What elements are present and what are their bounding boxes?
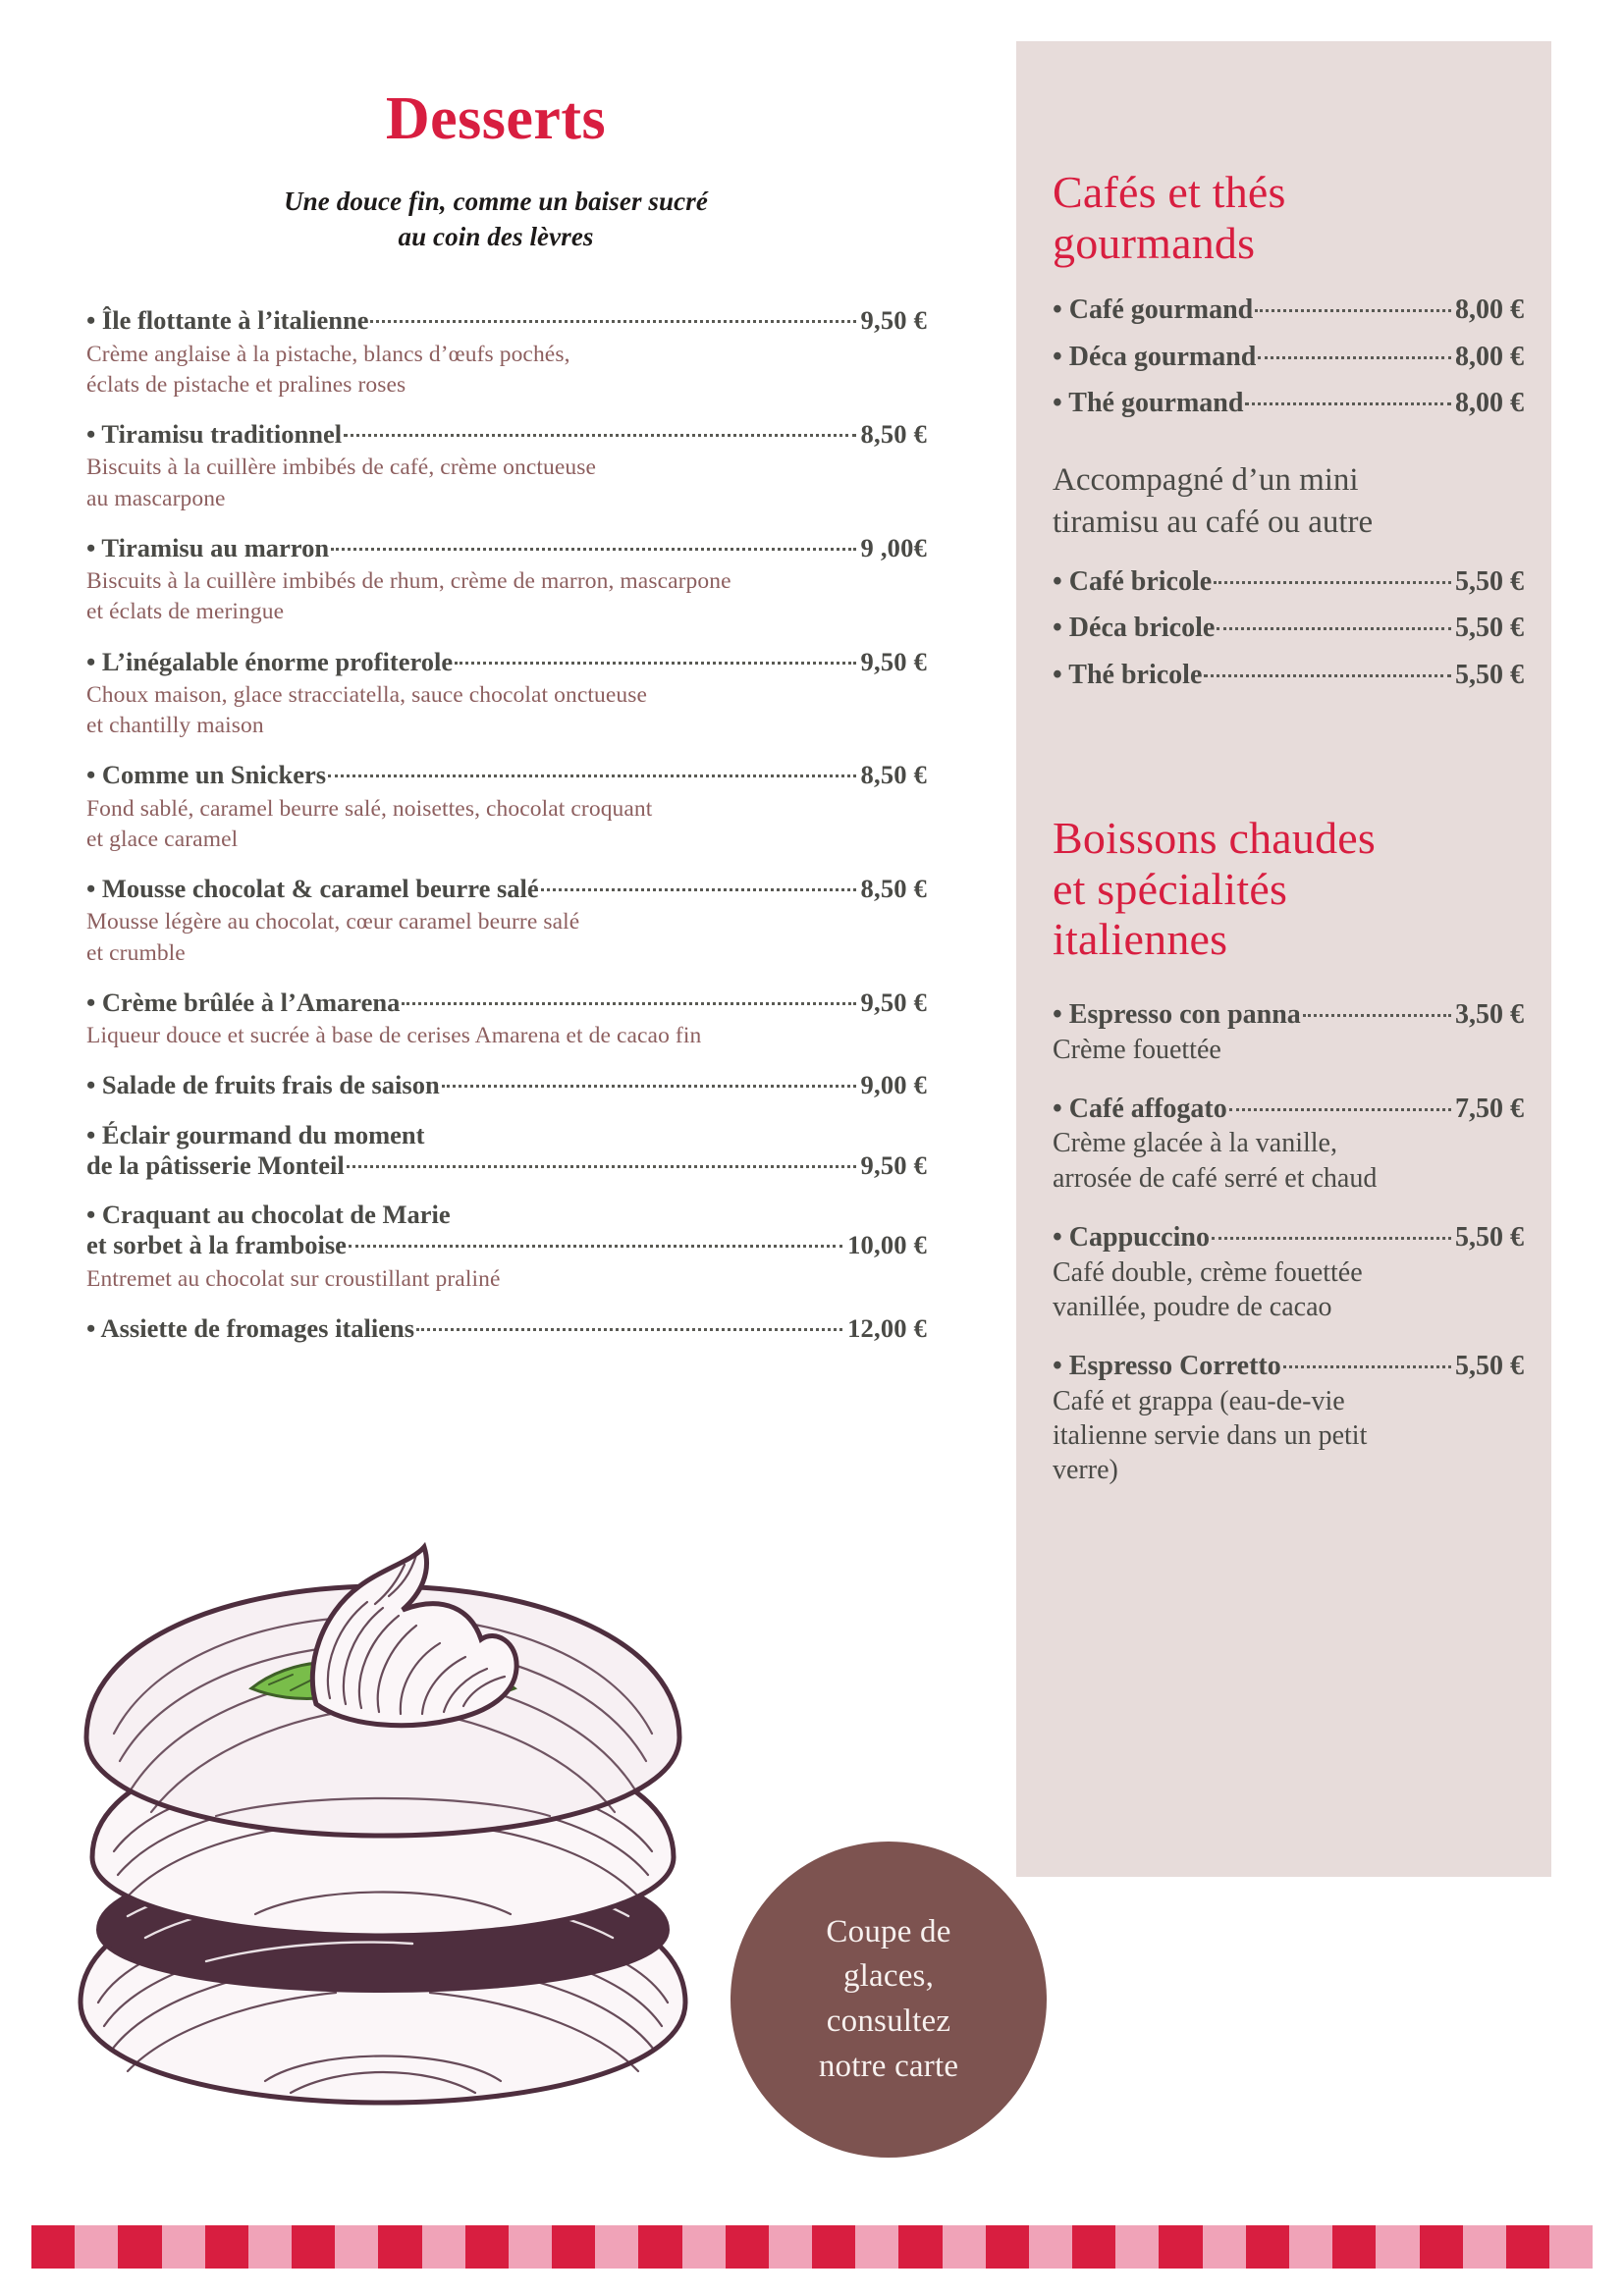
subtitle-line-2: au coin des lèvres: [398, 221, 594, 251]
drink-name: • Déca bricole: [1053, 613, 1216, 644]
drink-price-row: [1053, 1350, 1524, 1383]
dessert-name-line-2: de la pâtisserie Monteil: [86, 1149, 345, 1180]
gourmand-item: [1053, 294, 1524, 327]
checker-square: [986, 2225, 1029, 2269]
dotted-leader: [442, 1084, 856, 1088]
dotted-leader: [541, 887, 856, 891]
dessert-name-line-1: [86, 1200, 927, 1230]
dessert-price-row: [86, 988, 927, 1018]
dessert-item: [86, 874, 927, 969]
dessert-price: 12,00 €: [847, 1312, 927, 1343]
drink-description-line: Café et grappa (eau-de-vie: [1053, 1385, 1345, 1416]
dessert-name: • Éclair gourmand du moment: [86, 1119, 425, 1149]
dessert-description-line: Crème anglaise à la pistache, blancs d’œufs pochés,: [86, 341, 570, 367]
gourmand-list: [1053, 294, 1524, 420]
dessert-price: 9,50 €: [860, 1149, 927, 1180]
dessert-name: • Assiette de fromages italiens: [86, 1312, 415, 1343]
drink-description-line: Café double, crème fouettée: [1053, 1256, 1363, 1288]
checker-square: [1289, 2225, 1332, 2269]
drink-description-line: Crème fouettée: [1053, 1034, 1221, 1065]
dotted-leader: [1258, 355, 1451, 359]
dessert-item: [86, 1313, 927, 1344]
dessert-name: • Craquant au chocolat de Marie: [86, 1200, 451, 1230]
dessert-name: • Tiramisu au marron: [86, 532, 330, 562]
drink-description-line: arrosée de café serré et chaud: [1053, 1162, 1378, 1194]
italian-drinks-list: [1053, 998, 1524, 1488]
boissons-heading-line-1: Boissons chaudes: [1053, 813, 1377, 864]
drink-price-row: [1053, 341, 1524, 374]
boissons-heading-line-2: et spécialités: [1053, 863, 1288, 914]
dessert-price-row: [86, 1313, 927, 1344]
checker-square: [422, 2225, 465, 2269]
drink-price: 5,50 €: [1455, 565, 1524, 597]
dessert-item: [86, 1070, 927, 1100]
checker-square: [552, 2225, 595, 2269]
drink-price: 5,50 €: [1455, 1351, 1524, 1382]
checker-square: [75, 2225, 118, 2269]
drink-price: 5,50 €: [1455, 659, 1524, 690]
dessert-description: [86, 340, 927, 401]
dessert-price-row: [86, 1230, 927, 1260]
dotted-leader: [1283, 1364, 1451, 1368]
dessert-item: [86, 1120, 927, 1182]
dessert-description: [86, 680, 927, 742]
dotted-leader: [1303, 1013, 1451, 1017]
mini-tiramisu-note-line-1: Accompagné d’un mini: [1053, 461, 1359, 498]
dessert-name: • Île flottante à l’italienne: [86, 305, 369, 336]
dessert-name: • Tiramisu traditionnel: [86, 419, 343, 450]
checker-square: [943, 2225, 986, 2269]
dessert-description-line: et crumble: [86, 939, 186, 966]
dessert-item: [86, 1200, 927, 1295]
dessert-description: [86, 453, 927, 514]
dessert-description: [86, 1021, 927, 1051]
dessert-name: • Comme un Snickers: [86, 760, 327, 790]
checker-square: [1332, 2225, 1376, 2269]
dessert-item: [86, 760, 927, 855]
badge-line-3: consultez: [826, 2003, 951, 2039]
dessert-price: 9,50 €: [860, 646, 927, 676]
dessert-description: [86, 1264, 927, 1295]
italian-drink-item: [1053, 1093, 1524, 1196]
dotted-leader: [1217, 626, 1451, 630]
badge-line-1: Coupe de: [826, 1913, 951, 1949]
drink-price-row: [1053, 1093, 1524, 1126]
dessert-description: [86, 794, 927, 856]
drink-name: • Cappuccino: [1053, 1221, 1210, 1253]
checker-square: [1203, 2225, 1246, 2269]
checker-square: [248, 2225, 292, 2269]
dotted-leader: [1255, 308, 1451, 312]
dessert-price-row: [86, 1150, 927, 1181]
checker-square: [465, 2225, 509, 2269]
checker-square: [292, 2225, 335, 2269]
dotted-leader: [1229, 1107, 1451, 1111]
dessert-list: [0, 305, 992, 1344]
checker-square: [31, 2225, 75, 2269]
boissons-chaudes-heading: [1053, 813, 1524, 965]
drink-name: • Thé gourmand: [1053, 388, 1244, 419]
drink-description-line: verre): [1053, 1455, 1118, 1486]
dotted-leader: [455, 661, 855, 665]
bricole-item: [1053, 659, 1524, 692]
checker-square: [162, 2225, 205, 2269]
drink-price: 8,00 €: [1455, 341, 1524, 372]
bricole-list: [1053, 565, 1524, 692]
badge-line-4: notre carte: [818, 2048, 959, 2084]
drink-name: • Thé bricole: [1053, 659, 1203, 690]
dessert-price: 9,50 €: [860, 305, 927, 336]
dessert-description-line: au mascarpone: [86, 485, 226, 511]
checker-square: [1029, 2225, 1072, 2269]
cafes-thes-heading-line-2: gourmands: [1053, 217, 1256, 268]
drink-name: • Café gourmand: [1053, 294, 1254, 326]
checker-square: [1376, 2225, 1419, 2269]
dessert-price-row: [86, 647, 927, 677]
drink-price-row: [1053, 294, 1524, 327]
dessert-price: 9,00 €: [860, 1070, 927, 1100]
italian-drink-item: [1053, 998, 1524, 1067]
cafes-thes-heading-line-1: Cafés et thés: [1053, 167, 1286, 217]
dessert-item: [86, 419, 927, 514]
checkered-footer-stripe: [0, 2212, 1624, 2296]
dessert-description-line: Choux maison, glace stracciatella, sauce chocolat onctueuse: [86, 681, 647, 708]
dessert-description-line: et chantilly maison: [86, 713, 264, 739]
dessert-price: 8,50 €: [860, 419, 927, 450]
drink-name: • Café affogato: [1053, 1093, 1227, 1124]
drink-name: • Espresso con panna: [1053, 998, 1301, 1030]
dessert-name: • Mousse chocolat & caramel beurre salé: [86, 874, 539, 904]
gourmand-item: [1053, 387, 1524, 420]
italian-drink-item: [1053, 1350, 1524, 1487]
drink-price: 3,50 €: [1455, 998, 1524, 1030]
drink-price: 7,50 €: [1455, 1093, 1524, 1124]
checker-square: [1506, 2225, 1549, 2269]
dotted-leader: [416, 1327, 842, 1331]
drink-price: 8,00 €: [1455, 294, 1524, 326]
drink-price-row: [1053, 1221, 1524, 1255]
dotted-leader: [1245, 401, 1451, 405]
checker-square: [1420, 2225, 1463, 2269]
drink-description: [1053, 1126, 1524, 1196]
checker-square: [769, 2225, 812, 2269]
drink-price-row: [1053, 612, 1524, 645]
dotted-leader: [1212, 1236, 1451, 1240]
dessert-item: [86, 988, 927, 1052]
dotted-leader: [402, 1001, 855, 1005]
drink-description: [1053, 1255, 1524, 1325]
drink-description: [1053, 1033, 1524, 1067]
dessert-description-line: Biscuits à la cuillère imbibés de rhum, crème de marron, mascarpone: [86, 568, 731, 595]
gourmand-item: [1053, 341, 1524, 374]
dotted-leader: [370, 319, 855, 323]
dessert-description-line: Liqueur douce et sucrée à base de cerises Amarena et de cacao fin: [86, 1023, 702, 1049]
drink-price: 5,50 €: [1455, 613, 1524, 644]
dessert-price-row: [86, 419, 927, 450]
drink-price: 5,50 €: [1455, 1221, 1524, 1253]
checker-square: [595, 2225, 638, 2269]
drink-price-row: [1053, 659, 1524, 692]
drink-price: 8,00 €: [1455, 388, 1524, 419]
checker-square: [378, 2225, 421, 2269]
drink-description-line: italienne servie dans un petit: [1053, 1419, 1368, 1451]
dessert-price-row: [86, 874, 927, 904]
dotted-leader: [344, 433, 855, 437]
drink-description: [1053, 1384, 1524, 1488]
dessert-description: [86, 907, 927, 969]
drink-description-line: Crème glacée à la vanille,: [1053, 1128, 1337, 1159]
bricole-item: [1053, 565, 1524, 599]
dessert-description-line: Entremet au chocolat sur croustillant praliné: [86, 1265, 501, 1292]
dessert-name: • L’inégalable énorme profiterole: [86, 646, 454, 676]
subtitle-line-1: Une douce fin, comme un baiser sucré: [284, 187, 708, 216]
boissons-heading-line-3: italiennes: [1053, 914, 1228, 965]
checker-square: [1072, 2225, 1115, 2269]
dessert-description-line: Fond sablé, caramel beurre salé, noisettes, chocolat croquant: [86, 795, 653, 822]
drink-price-row: [1053, 387, 1524, 420]
page-subtitle: [0, 185, 992, 254]
drink-price-row: [1053, 565, 1524, 599]
dessert-name: • Crème brûlée à l’Amarena: [86, 987, 401, 1017]
dotted-leader: [349, 1244, 842, 1248]
checker-square: [1549, 2225, 1593, 2269]
checker-square: [1246, 2225, 1289, 2269]
stacked-macaron-illustration: [59, 1492, 707, 2120]
dessert-name-line-2: et sorbet à la framboise: [86, 1230, 347, 1260]
drinks-column: [1053, 41, 1524, 1513]
checker-square: [1463, 2225, 1506, 2269]
dessert-description-line: Mousse légère au chocolat, cœur caramel beurre salé: [86, 909, 580, 935]
dotted-leader: [1214, 580, 1451, 584]
checker-square: [726, 2225, 769, 2269]
checker-square: [898, 2225, 942, 2269]
dessert-price-row: [86, 533, 927, 563]
dessert-description: [86, 566, 927, 628]
checker-square: [118, 2225, 161, 2269]
dessert-description-line: et glace caramel: [86, 826, 239, 852]
checker-square: [638, 2225, 681, 2269]
cafes-thes-heading: [1053, 167, 1524, 268]
page-title: Desserts: [385, 85, 607, 152]
dessert-price-row: [86, 1070, 927, 1100]
ice-cream-note-badge: [731, 1842, 1047, 2158]
checker-square: [1115, 2225, 1159, 2269]
drink-name: • Espresso Corretto: [1053, 1351, 1281, 1382]
mini-tiramisu-note-line-2: tiramisu au café ou autre: [1053, 504, 1374, 540]
dessert-name-line-1: [86, 1120, 927, 1150]
dessert-item: [86, 647, 927, 742]
dessert-price-row: [86, 305, 927, 336]
badge-line-2: glaces,: [842, 1958, 935, 1995]
drink-name: • Déca gourmand: [1053, 341, 1257, 372]
checker-square: [855, 2225, 898, 2269]
dessert-price: 8,50 €: [860, 874, 927, 904]
dotted-leader: [328, 774, 855, 777]
dessert-description-line: éclats de pistache et pralines roses: [86, 371, 406, 398]
checker-square: [1159, 2225, 1202, 2269]
checker-square: [205, 2225, 248, 2269]
dessert-name: • Salade de fruits frais de saison: [86, 1070, 440, 1100]
dessert-price-row: [86, 760, 927, 790]
dessert-price: 10,00 €: [847, 1230, 927, 1260]
checker-square: [335, 2225, 378, 2269]
checker-square: [682, 2225, 726, 2269]
dessert-item: [86, 305, 927, 400]
dessert-description-line: et éclats de meringue: [86, 599, 285, 625]
drink-name: • Café bricole: [1053, 565, 1213, 597]
dotted-leader: [331, 547, 855, 551]
drink-price-row: [1053, 998, 1524, 1032]
dessert-price: 8,50 €: [860, 760, 927, 790]
dotted-leader: [347, 1164, 856, 1168]
checker-square: [509, 2225, 552, 2269]
italian-drink-item: [1053, 1221, 1524, 1324]
dessert-price: 9,50 €: [860, 987, 927, 1017]
bricole-item: [1053, 612, 1524, 645]
dotted-leader: [1204, 673, 1451, 677]
dessert-description-line: Biscuits à la cuillère imbibés de café, crème onctueuse: [86, 454, 597, 481]
dessert-price: 9 ,00€: [860, 532, 927, 562]
checker-square: [812, 2225, 855, 2269]
drink-description-line: vanillée, poudre de cacao: [1053, 1291, 1332, 1322]
mini-tiramisu-note: [1053, 459, 1524, 544]
dessert-item: [86, 533, 927, 628]
